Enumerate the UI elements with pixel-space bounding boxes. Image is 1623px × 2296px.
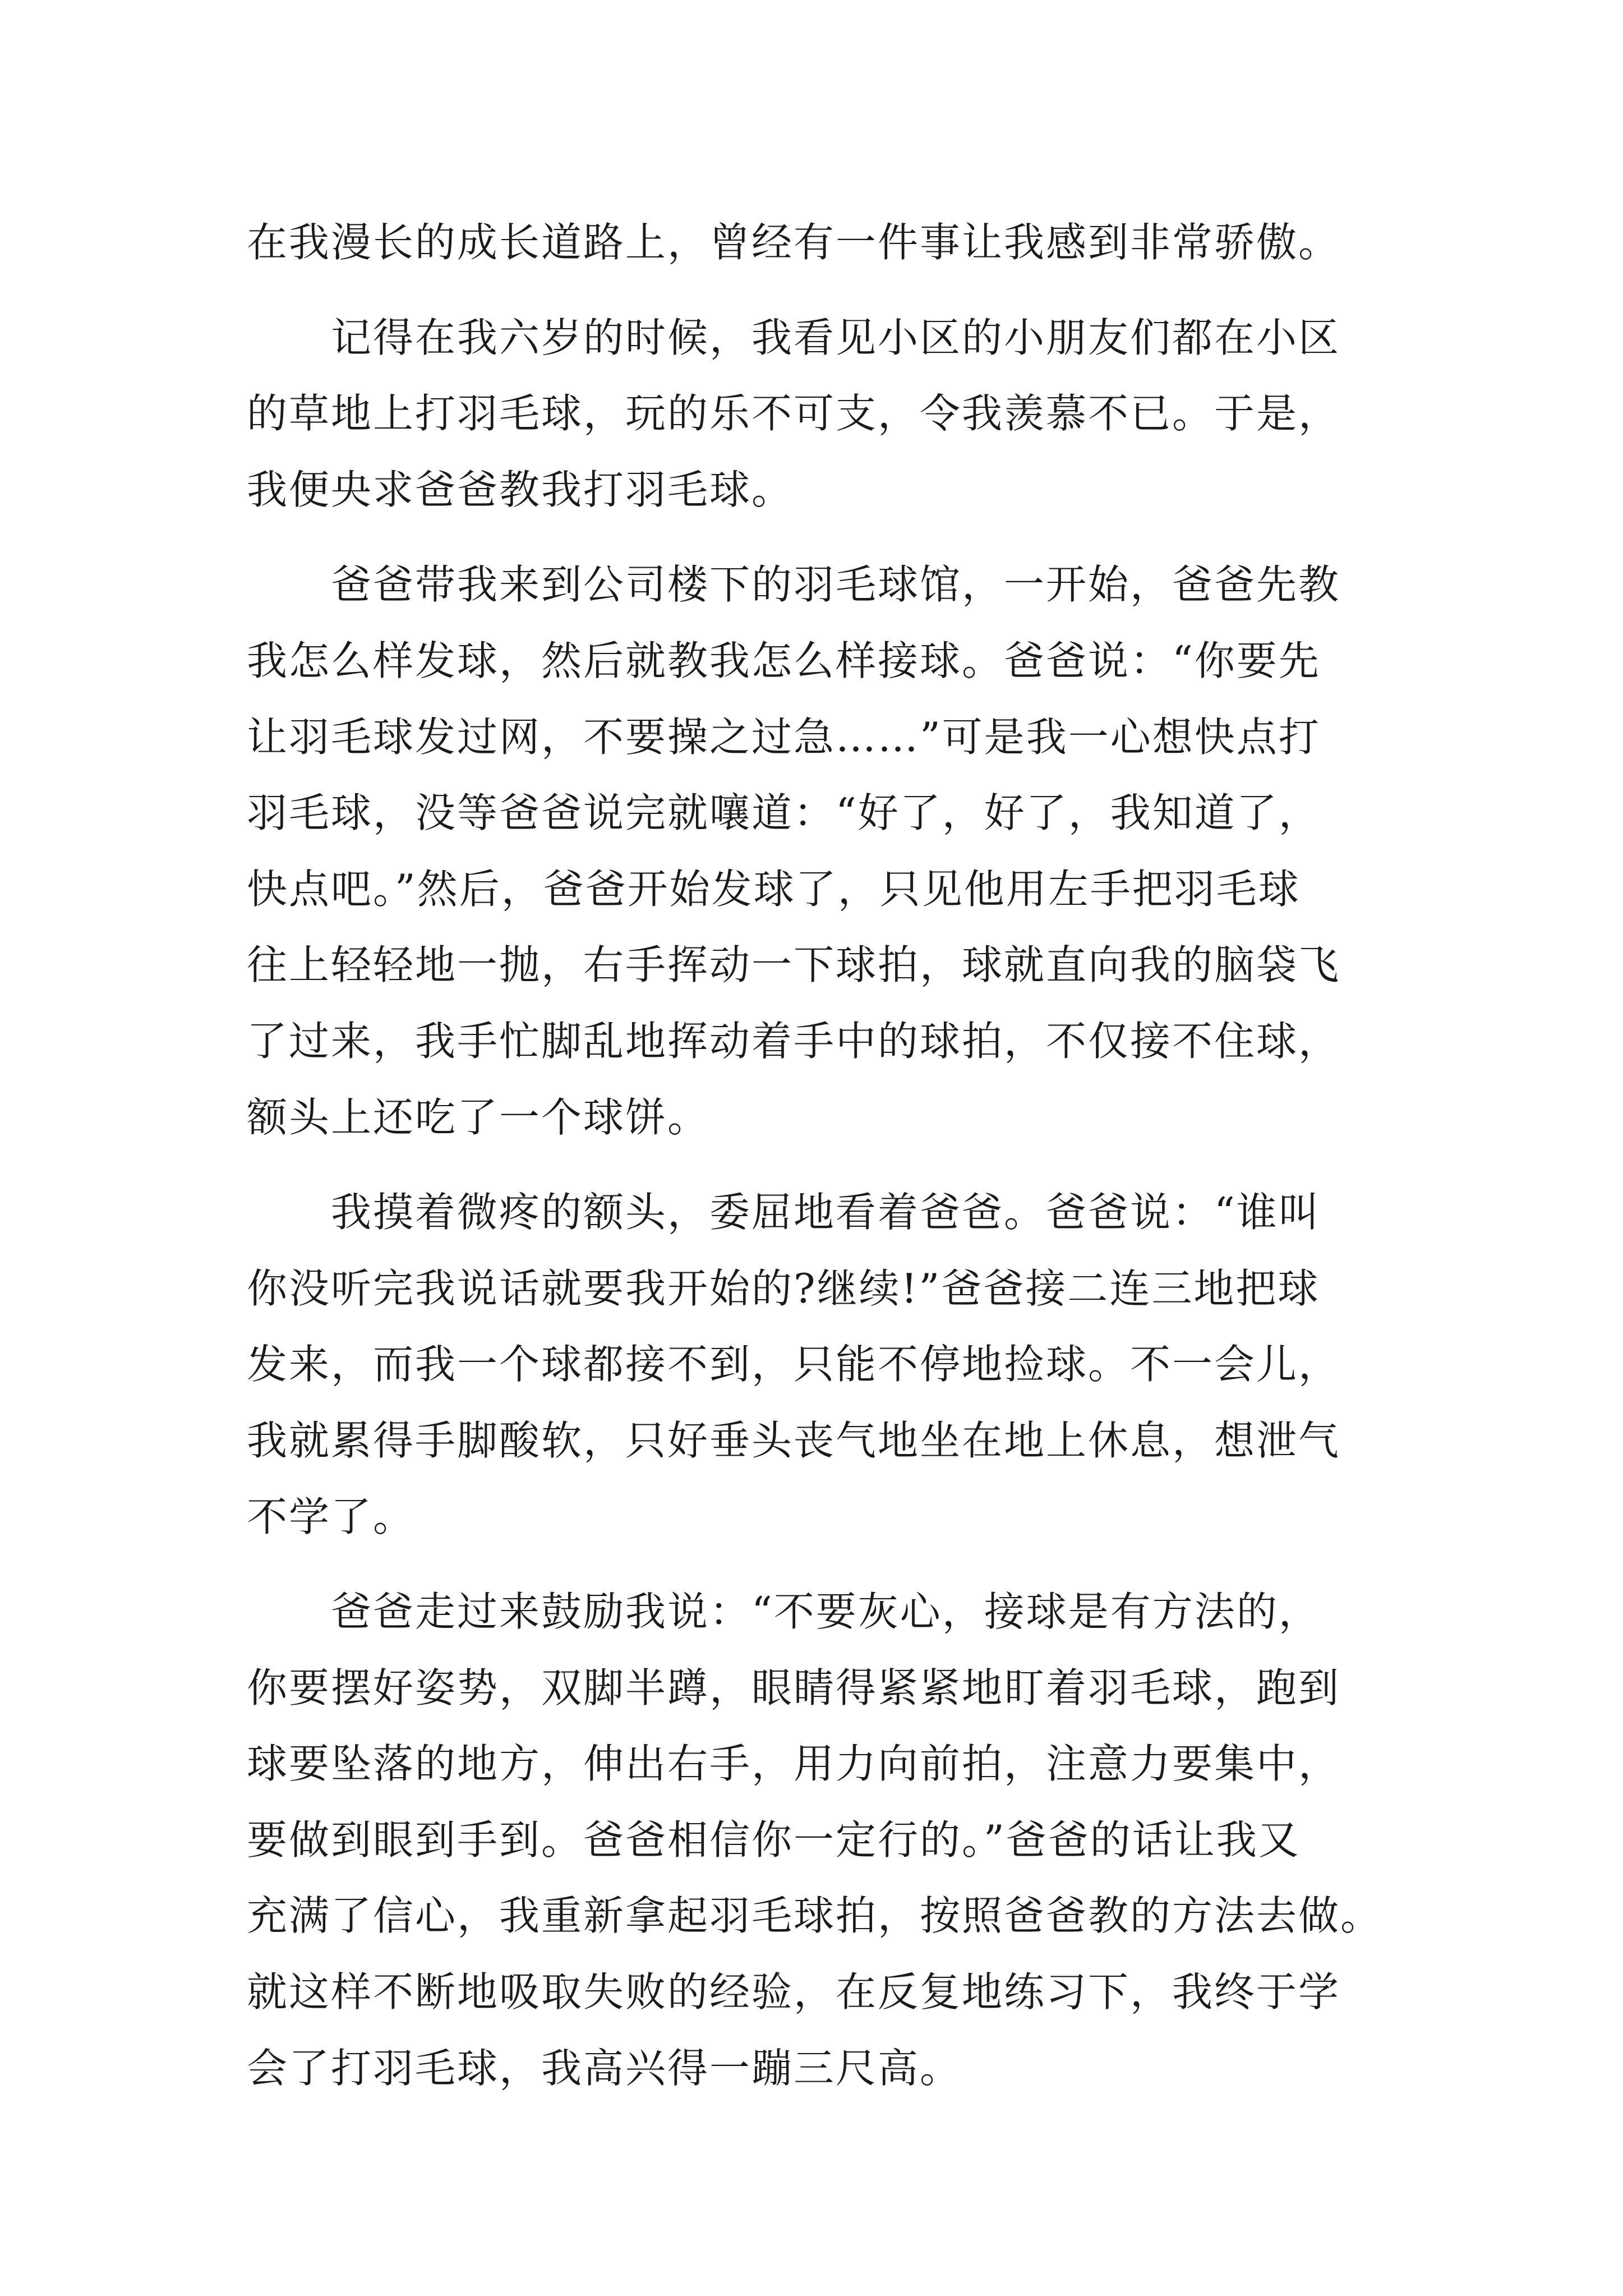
paragraph [247,1175,1385,1555]
text-line: 往上轻轻地一抛，右手挥动一下球拍，球就直向我的脑袋飞 [247,941,1341,989]
text-line: 我怎么样发球，然后就教我怎么样接球。爸爸说：“你要先 [247,637,1321,684]
text-line: 的草地上打羽毛球，玩的乐不可支，令我羡慕不已。于是， [247,390,1341,438]
paragraph [247,1574,1385,2106]
text-line: 我便央求爸爸教我打羽毛球。 [247,466,794,513]
text-line: 记得在我六岁的时候，我看见小区的小朋友们都在小区 [331,314,1341,361]
text-line: 你没听完我说话就要我开始的?继续!”爸爸接二连三地把球 [247,1264,1320,1312]
text-line: 会了打羽毛球，我高兴得一蹦三尺高。 [247,2044,962,2092]
text-line: 发来，而我一个球都接不到，只能不停地捡球。不一会儿， [247,1341,1341,1388]
text-line: 我摸着微疼的额头，委屈地看着爸爸。爸爸说：“谁叫 [331,1189,1321,1236]
text-line: 就这样不断地吸取失败的经验，在反复地练习下，我终于学 [247,1968,1341,2016]
text-line: 你要摆好姿势，双脚半蹲，眼睛得紧紧地盯着羽毛球，跑到 [247,1664,1341,1711]
text-line: 球要坠落的地方，伸出右手，用力向前拍，注意力要集中， [247,1740,1341,1788]
text-line: 在我漫长的成长道路上，曾经有一件事让我感到非常骄傲。 [247,219,1341,266]
paragraph [247,547,1385,1156]
text-line: 羽毛球，没等爸爸说完就嚷道：“好了，好了，我知道了， [247,789,1321,837]
text-line: 让羽毛球发过网，不要操之过急……”可是我一心想快点打 [247,713,1321,761]
text-line: 快点吧。”然后，爸爸开始发球了，只见他用左手把羽毛球 [247,865,1301,913]
text-line: 充满了信心，我重新拿起羽毛球拍，按照爸爸教的方法去做。 [247,1892,1383,1940]
document-body [247,205,1385,2106]
paragraph [247,300,1385,528]
text-line: 爸爸走过来鼓励我说：“不要灰心，接球是有方法的， [331,1588,1321,1636]
text-line: 要做到眼到手到。爸爸相信你一定行的。”爸爸的话让我又 [247,1816,1301,1864]
text-line: 了过来，我手忙脚乱地挥动着手中的球拍，不仅接不住球， [247,1017,1341,1065]
text-line: 爸爸带我来到公司楼下的羽毛球馆，一开始，爸爸先教 [331,561,1341,609]
text-line: 不学了。 [247,1493,416,1540]
text-line: 额头上还吃了一个球饼。 [247,1093,710,1141]
text-line: 我就累得手脚酸软，只好垂头丧气地坐在地上休息，想泄气 [247,1416,1341,1464]
paragraph [247,205,1385,281]
